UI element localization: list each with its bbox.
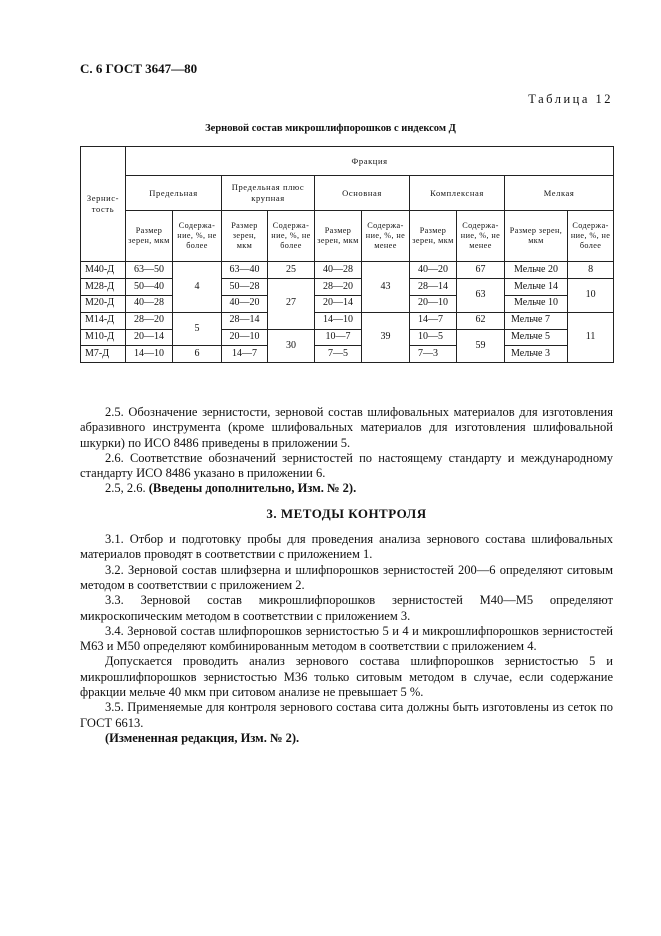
- paragraph-3-3: 3.3. Зерновой состав микрошлифпорошков зернистостей М40—М5 определяют микроскопическим методом в соответствии с приложением 3.: [80, 593, 613, 623]
- limit-size-cell: 28—20: [126, 312, 173, 329]
- main-size-cell: 7—5: [315, 346, 362, 363]
- sub-header-size: Размер зерен, мкм: [126, 211, 173, 262]
- main-percent-cell: 39: [362, 312, 410, 363]
- amendment-note-bold: (Введены дополнительно, Изм. № 2).: [148, 481, 357, 496]
- grit-column-header: Зернис-тость: [81, 147, 126, 262]
- main-size-cell: 20—14: [315, 295, 362, 312]
- sub-header-content-max: Содержа-ние, %, не более: [173, 211, 222, 262]
- limit-size-cell: 14—10: [126, 346, 173, 363]
- grain-composition-table: [80, 146, 614, 363]
- amendment-note-2-5-2-6: [80, 481, 613, 496]
- grit-cell: М14-Д: [81, 312, 126, 329]
- fraction-header: Фракция: [126, 147, 614, 176]
- table-row: [81, 295, 614, 312]
- table-caption: Зерновой состав микрошлифпорошков с индексом Д: [205, 123, 456, 134]
- limit-coarse-size-cell: 50—28: [222, 278, 268, 295]
- limit-coarse-size-cell: 20—10: [222, 329, 268, 346]
- complex-size-cell: 28—14: [410, 278, 457, 295]
- amendment-note-3: (Измененная редакция, Изм. № 2).: [105, 730, 300, 745]
- grit-cell: М20-Д: [81, 295, 126, 312]
- grit-cell: М28-Д: [81, 278, 126, 295]
- grit-cell: М40-Д: [81, 262, 126, 279]
- limit-size-cell: 20—14: [126, 329, 173, 346]
- limit-percent-cell: 5: [173, 312, 222, 346]
- limit-size-cell: 40—28: [126, 295, 173, 312]
- section-title: 3. МЕТОДЫ КОНТРОЛЯ: [266, 505, 427, 521]
- sub-header-content-min: Содержа-ние, %, не менее: [457, 211, 505, 262]
- limit-coarse-percent-cell: 27: [268, 278, 315, 329]
- page-header: С. 6 ГОСТ 3647—80: [80, 61, 198, 76]
- limit-percent-cell: 4: [173, 262, 222, 313]
- complex-size-cell: 20—10: [410, 295, 457, 312]
- limit-size-cell: 63—50: [126, 262, 173, 279]
- fine-size-cell: Мельче 14: [505, 278, 568, 295]
- complex-percent-cell: 62: [457, 312, 505, 329]
- amendment-note-prefix: 2.5, 2.6.: [105, 481, 146, 496]
- sub-header-size: Размер зерен, мкм: [505, 211, 568, 262]
- complex-size-cell: 7—3: [410, 346, 457, 363]
- sub-header-content-max: Содержа-ние, %, не более: [268, 211, 315, 262]
- limit-coarse-percent-cell: 30: [268, 329, 315, 363]
- paragraph-2-6: 2.6. Соответствие обозначений зернистостей по настоящему стандарту и международному стандарту ИСО 8486 указано в приложении 6.: [80, 450, 613, 481]
- group-header-main: Основная: [315, 176, 410, 211]
- fine-size-cell: Мельче 3: [505, 346, 568, 363]
- table-row: [81, 312, 614, 329]
- complex-percent-cell: 59: [457, 329, 505, 363]
- sub-header-content-max: Содержа-ние, %, не более: [568, 211, 614, 262]
- paragraph-2-5: 2.5. Обозначение зернистости, зерновой состав шлифовальных материалов для изготовления абразивного инструмента (кроме шлифовальных материалов для изготовления шлифовальной шкурки) по ИСО 8486 приведены в приложении 5.: [80, 405, 613, 450]
- limit-coarse-size-cell: 40—20: [222, 295, 268, 312]
- complex-percent-cell: 67: [457, 262, 505, 279]
- main-size-cell: 28—20: [315, 278, 362, 295]
- paragraph-3-5: 3.5. Применяемые для контроля зернового состава сита должны быть изготовлены из сеток по ГОСТ 6613.: [80, 700, 613, 730]
- grit-cell: М7-Д: [81, 346, 126, 363]
- table-row: [81, 329, 614, 346]
- limit-size-cell: 50—40: [126, 278, 173, 295]
- group-header-fine: Мелкая: [505, 176, 614, 211]
- fine-percent-cell: 8: [568, 262, 614, 279]
- fine-size-cell: Мельче 5: [505, 329, 568, 346]
- table-row: [81, 346, 614, 363]
- complex-size-cell: 14—7: [410, 312, 457, 329]
- main-size-cell: 40—28: [315, 262, 362, 279]
- fine-size-cell: Мельче 10: [505, 295, 568, 312]
- sub-header-content-min: Содержа-ние, %, не менее: [362, 211, 410, 262]
- fine-size-cell: Мельче 7: [505, 312, 568, 329]
- limit-coarse-size-cell: 14—7: [222, 346, 268, 363]
- complex-size-cell: 40—20: [410, 262, 457, 279]
- group-header-limit: Предельная: [126, 176, 222, 211]
- complex-percent-cell: 63: [457, 278, 505, 312]
- table-number: Таблица 12: [528, 92, 613, 106]
- complex-size-cell: 10—5: [410, 329, 457, 346]
- limit-coarse-size-cell: 63—40: [222, 262, 268, 279]
- table-row: [81, 262, 614, 279]
- main-size-cell: 14—10: [315, 312, 362, 329]
- main-percent-cell: 43: [362, 262, 410, 313]
- limit-percent-cell: 6: [173, 346, 222, 363]
- group-header-limit-coarse: Предельная плюс крупная: [222, 176, 315, 211]
- paragraph-3-4: 3.4. Зерновой состав шлифпорошков зернистостью 5 и 4 и микрошлифпорошков зернистостей М63 и М50 определяют комбинированным методом в соответствии с приложением 4.: [80, 623, 613, 654]
- main-size-cell: 10—7: [315, 329, 362, 346]
- sub-header-size: Размер зерен, мкм: [222, 211, 268, 262]
- limit-coarse-percent-cell: 25: [268, 262, 315, 279]
- body-text: [80, 405, 613, 746]
- paragraph-3-1: 3.1. Отбор и подготовку пробы для проведения анализа зернового состава шлифовальных материалов проводят в соответствии с приложением 1.: [80, 532, 613, 562]
- paragraph-3-2: 3.2. Зерновой состав шлифзерна и шлифпорошков зернистостей 200—6 определяют ситовым методом в соответствии с приложением 2.: [80, 562, 613, 592]
- sub-header-size: Размер зерен, мкм: [410, 211, 457, 262]
- fine-percent-cell: 10: [568, 278, 614, 312]
- fine-percent-cell: 11: [568, 312, 614, 363]
- table-row: [81, 278, 614, 295]
- sub-header-size: Размер зерен, мкм: [315, 211, 362, 262]
- grit-cell: М10-Д: [81, 329, 126, 346]
- limit-coarse-size-cell: 28—14: [222, 312, 268, 329]
- group-header-complex: Комплексная: [410, 176, 505, 211]
- paragraph-3-4-allowance: Допускается проводить анализ зернового состава шлифпорошков зернистостью 5 и микрошлифпорошков зернистостью М36 только ситовым методом в случае, если содержание фракции мельче 40 мкм при ситовом анализе не превышает 5 %.: [80, 654, 613, 700]
- fine-size-cell: Мельче 20: [505, 262, 568, 279]
